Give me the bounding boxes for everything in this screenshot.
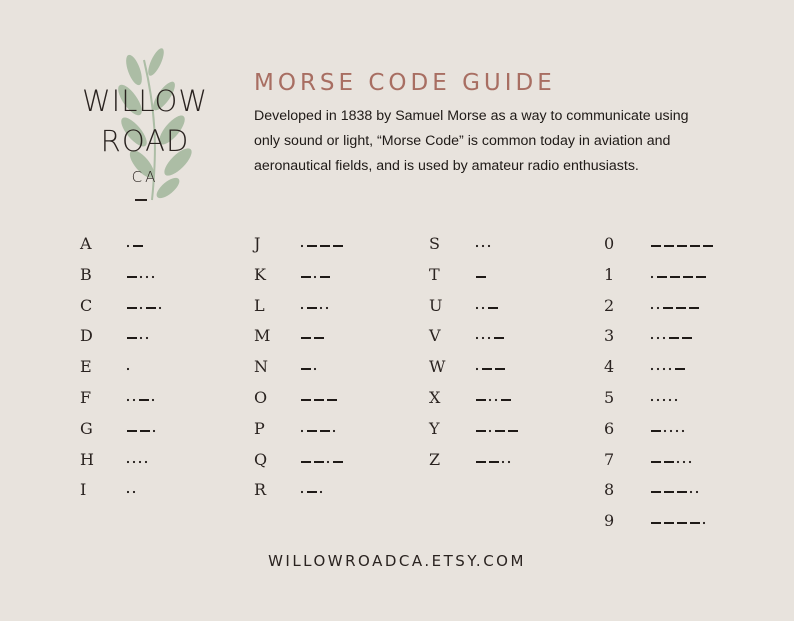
morse-dot [689,460,691,462]
morse-character: W [429,357,446,377]
morse-character: 0 [604,234,615,253]
morse-dot [476,337,478,339]
morse-code [301,243,346,249]
morse-dot [320,306,322,308]
morse-code [476,397,514,403]
morse-dash [651,461,661,463]
morse-dot [301,306,303,308]
morse-character: Y [429,418,440,438]
morse-dot [495,399,497,401]
morse-dot [314,276,316,278]
morse-dash [301,337,311,339]
morse-dot [140,276,142,278]
morse-character: 3 [604,326,615,346]
morse-dash [314,337,324,339]
morse-dash [682,337,692,339]
morse-dash [314,461,324,463]
morse-dot [657,368,659,370]
morse-character: D [80,326,93,346]
morse-dot [670,430,672,432]
morse-dot [677,460,679,462]
morse-dot [145,460,147,462]
morse-code [301,459,346,465]
morse-dot [676,430,678,432]
morse-character: I [80,480,87,500]
morse-code [476,428,521,434]
morse-dot [651,399,653,401]
morse-character: 4 [604,357,615,377]
morse-code [651,520,709,526]
morse-dot [482,337,484,339]
morse-code [476,243,494,249]
morse-dot [675,399,677,401]
morse-dash [301,399,311,401]
morse-dash [657,276,667,278]
morse-code [651,489,702,495]
morse-dash [476,461,486,463]
morse-dash [664,522,674,524]
morse-dash [683,276,693,278]
morse-dot [663,399,665,401]
morse-dot [133,460,135,462]
morse-code [127,305,165,311]
morse-dot [690,491,692,493]
morse-dash [333,461,343,463]
morse-dot [657,337,659,339]
morse-dot [333,430,335,432]
morse-dot [146,337,148,339]
morse-code [301,366,320,372]
morse-dash [127,307,137,309]
morse-dot [482,245,484,247]
morse-dash [664,245,674,247]
morse-dot [651,276,653,278]
morse-dot [140,337,142,339]
morse-dash [327,399,337,401]
morse-dot [663,337,665,339]
morse-character: E [80,357,92,377]
morse-character: 5 [604,387,615,407]
morse-dot [651,368,653,370]
morse-code [301,428,339,434]
morse-dash [663,307,673,309]
morse-dot [488,337,490,339]
morse-dot [152,399,154,401]
morse-dot [320,491,322,493]
logo-text-road: ROAD [100,124,190,158]
morse-character: X [429,387,441,407]
morse-dot [663,368,665,370]
morse-character: T [429,264,440,284]
morse-dot [327,460,329,462]
morse-dash [301,461,311,463]
morse-dash [690,245,700,247]
morse-character: S [429,234,440,253]
morse-dot [301,245,303,247]
morse-dash [476,276,486,278]
morse-dot [139,460,141,462]
morse-character: R [254,480,267,500]
morse-dash [664,491,674,493]
morse-dot [127,491,129,493]
morse-code [651,335,695,341]
morse-code [651,397,681,403]
morse-dot [127,245,129,247]
morse-character: P [254,418,265,438]
morse-dash [307,491,317,493]
morse-dot [153,430,155,432]
morse-code [651,366,688,372]
morse-dash [675,368,685,370]
morse-dash [669,337,679,339]
morse-character: O [254,387,268,407]
morse-dash [307,307,317,309]
morse-dot [127,368,129,370]
morse-dash [489,461,499,463]
morse-dash [320,245,330,247]
morse-dot [301,430,303,432]
morse-character: B [80,264,92,284]
logo-divider [135,199,147,201]
morse-code [476,335,507,341]
morse-dot [683,460,685,462]
morse-character: 6 [604,418,615,438]
logo-text-willow: WILLOW [81,84,208,118]
morse-character: L [254,295,265,315]
morse-character: 2 [604,295,615,315]
page-title: MORSE CODE GUIDE [254,70,556,96]
morse-dash [127,337,137,339]
morse-dot [508,460,510,462]
morse-dot [657,399,659,401]
morse-dash [127,430,137,432]
morse-dot [657,306,659,308]
morse-dot [133,491,135,493]
morse-dash [307,245,317,247]
morse-character: H [80,449,94,469]
morse-dash [301,368,311,370]
morse-code [127,397,158,403]
morse-dot [489,430,491,432]
morse-character: 9 [604,511,615,531]
morse-dash [676,307,686,309]
morse-character: N [254,357,268,377]
morse-character: Q [254,449,268,469]
morse-dot [651,337,653,339]
morse-dash [494,337,504,339]
morse-dash [670,276,680,278]
morse-code [651,243,716,249]
morse-code [476,459,514,465]
morse-dot [703,522,705,524]
morse-code [301,305,332,311]
morse-dot [314,368,316,370]
morse-dot [488,245,490,247]
morse-code [301,274,333,280]
morse-dot [502,460,504,462]
morse-code [651,428,688,434]
morse-dot [140,306,142,308]
morse-dash [690,522,700,524]
morse-dash [320,276,330,278]
morse-dash [508,430,518,432]
morse-code [301,397,340,403]
morse-character: G [80,418,93,438]
morse-dash [476,399,486,401]
morse-dash [651,245,661,247]
morse-character: F [80,387,92,407]
morse-dot [476,368,478,370]
morse-code [127,243,146,249]
morse-dot [301,491,303,493]
logo-text-ca: CA [131,168,159,186]
morse-code [127,274,158,280]
morse-dash [689,307,699,309]
morse-dot [326,306,328,308]
morse-dot [489,399,491,401]
morse-dash [651,491,661,493]
morse-dot [664,430,666,432]
morse-code [127,366,133,372]
morse-dot [682,430,684,432]
morse-character: 1 [604,264,615,284]
morse-dash [651,430,661,432]
morse-dash [139,399,149,401]
morse-dash [314,399,324,401]
morse-dot [482,306,484,308]
morse-code [127,335,152,341]
morse-dash [703,245,713,247]
morse-dot [651,306,653,308]
morse-dot [669,399,671,401]
morse-dash [146,307,156,309]
morse-character: M [254,326,271,346]
morse-character: U [429,295,443,315]
morse-dash [495,368,505,370]
morse-dash [140,430,150,432]
morse-dash [476,430,486,432]
morse-dot [669,368,671,370]
morse-character: 7 [604,449,615,469]
morse-dot [696,491,698,493]
morse-dash [696,276,706,278]
morse-code [476,274,489,280]
morse-dot [133,399,135,401]
morse-dot [476,245,478,247]
morse-dash [677,522,687,524]
page-description: Developed in 1838 by Samuel Morse as a way to communicate using only sound or light, “Morse Code” is common today in aviation and aeronautical fields, and is used by amateur radio enthusiasts. [254,108,689,174]
morse-code [127,459,151,465]
morse-character: J [254,234,261,253]
morse-dash [307,430,317,432]
footer-url: WILLOWROADCA.ETSY.COM [268,552,526,570]
morse-dot [127,460,129,462]
morse-dash [677,245,687,247]
morse-character: 8 [604,480,615,500]
morse-dash [495,430,505,432]
morse-dot [127,399,129,401]
morse-dot [159,306,161,308]
morse-code [651,305,702,311]
morse-dash [501,399,511,401]
morse-code [127,428,159,434]
morse-dot [146,276,148,278]
morse-dash [651,522,661,524]
morse-dot [476,306,478,308]
morse-code [651,459,695,465]
morse-code [476,305,501,311]
morse-dash [333,245,343,247]
morse-code [301,335,327,341]
morse-dash [301,276,311,278]
morse-code [476,366,508,372]
morse-dash [677,491,687,493]
morse-character: A [80,234,92,253]
morse-character: Z [429,449,441,469]
morse-character: C [80,295,93,315]
morse-code [127,489,139,495]
morse-dot [152,276,154,278]
morse-dash [133,245,143,247]
morse-code [651,274,709,280]
morse-dash [320,430,330,432]
morse-dash [127,276,137,278]
morse-character: K [254,264,266,284]
morse-code [301,489,326,495]
morse-dash [488,307,498,309]
morse-dash [482,368,492,370]
morse-character: V [429,326,441,346]
morse-dash [664,461,674,463]
logo [60,40,230,220]
